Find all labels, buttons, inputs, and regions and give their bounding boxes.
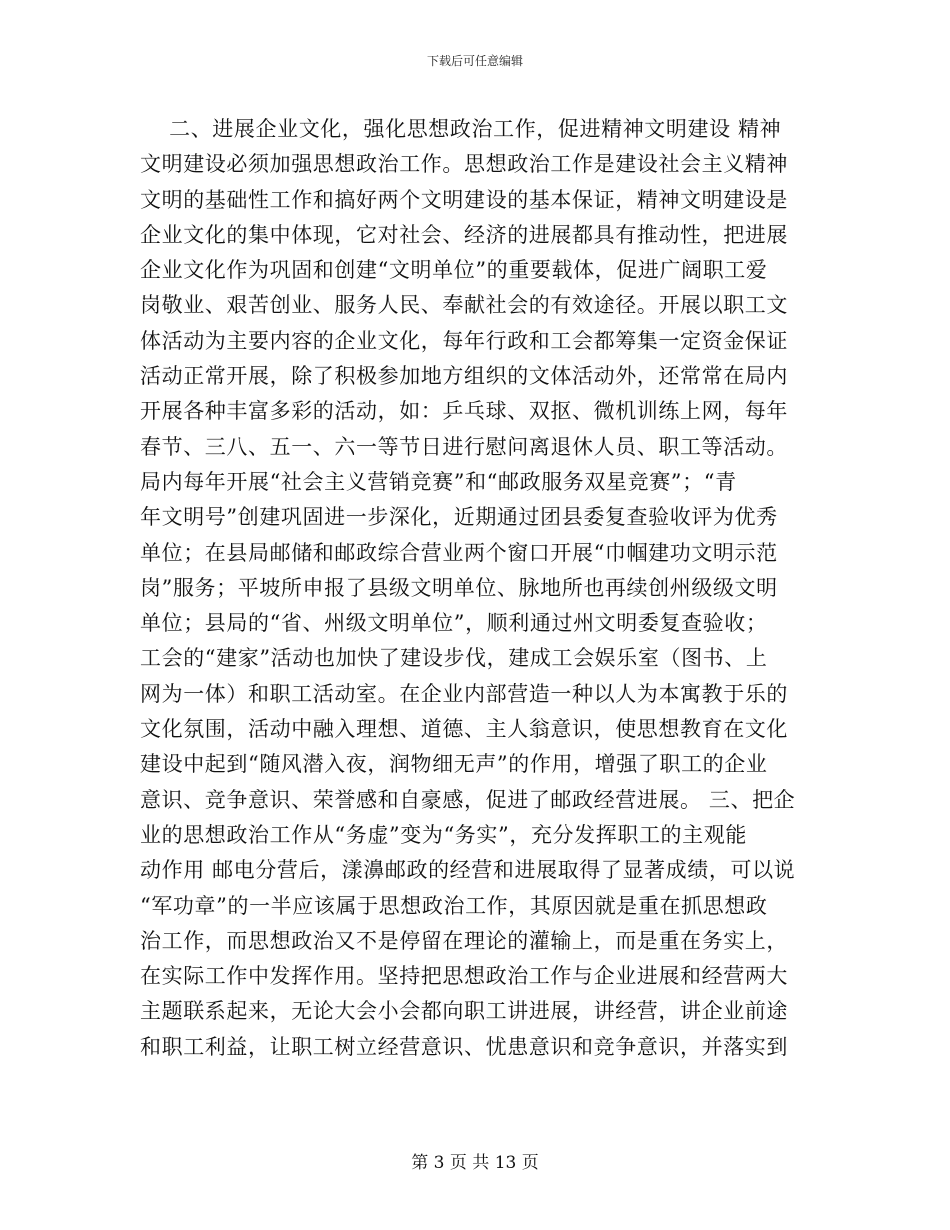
text-line: 岗敬业、艰苦创业、服务人民、奉献社会的有效途径。开展以职工文 (140, 293, 788, 318)
text-line: 在实际工作中发挥作用。坚持把思想政治工作与企业进展和经营两大 (140, 964, 788, 989)
text-line: 主题联系起来，无论大会小会都向职工讲进展，讲经营，讲企业前途 (140, 999, 788, 1024)
text-line: 文明建设必须加强思想政治工作。思想政治工作是建设社会主义精神 (140, 152, 788, 177)
text-line: 单位；县局的“省、州级文明单位”，顺利通过州文明委复查验收； (140, 611, 768, 636)
body-text (140, 112, 820, 1065)
text-line: 局内每年开展“社会主义营销竞赛”和“邮政服务双星竞赛”；“青 (140, 469, 737, 494)
text-line: 和职工利益，让职工树立经营意识、忧患意识和竞争意识，并落实到 (140, 1034, 788, 1059)
text-line: 建设中起到“随风潜入夜，润物细无声”的作用，增强了职工的企业 (140, 752, 768, 777)
page-header: 下载后可任意编辑 (426, 54, 523, 68)
text-line: 春节、三八、五一、六一等节日进行慰问离退休人员、职工等活动。 (140, 434, 788, 459)
text-line: 二、进展企业文化，强化思想政治工作，促进精神文明建设 精神 (140, 117, 782, 141)
text-line: 动作用 邮电分营后，漾濞邮政的经营和进展取得了显著成绩，可以说 (140, 858, 796, 883)
text-line: 文明的基础性工作和搞好两个文明建设的基本保证，精神文明建设是 (140, 187, 788, 212)
text-line: 文化氛围，活动中融入理想、道德、主人翁意识，使思想教育在文化 (140, 717, 788, 742)
text-line: 意识、竞争意识、荣誉感和自豪感，促进了邮政经营进展。 三、把企 (140, 787, 796, 812)
text-line: 工会的“建家”活动也加快了建设步伐，建成工会娱乐室（图书、上 (140, 646, 768, 671)
text-line: 网为一体）和职工活动室。在企业内部营造一种以人为本寓教于乐的 (140, 681, 788, 706)
page-footer: 第 3 页 共 13 页 (411, 1153, 539, 1173)
text-line: 年文明号”创建巩固进一步深化，近期通过团县委复查验收评为优秀 (140, 505, 778, 530)
text-line: “军功章”的一半应该属于思想政治工作，其原因就是重在抓思想政 (140, 893, 768, 918)
text-line: 企业文化作为巩固和创建“文明单位”的重要载体，促进广阔职工爱 (140, 258, 768, 283)
text-line: 业的思想政治工作从“务虚”变为“务实”，充分发挥职工的主观能 (140, 822, 747, 847)
text-line: 活动正常开展，除了积极参加地方组织的文体活动外，还常常在局内 (140, 364, 788, 389)
text-line: 单位；在县局邮储和邮政综合营业两个窗口开展“巾帼建功文明示范 (140, 540, 778, 565)
text-line: 岗”服务；平坡所申报了县级文明单位、脉地所也再续创州级级文明 (140, 575, 778, 600)
text-line: 开展各种丰富多彩的活动，如：乒乓球、双抠、微机训练上网，每年 (140, 399, 788, 424)
text-line: 治工作，而思想政治又不是停留在理论的灌输上，而是重在务实上， (140, 928, 788, 953)
text-line: 企业文化的集中体现，它对社会、经济的进展都具有推动性，把进展 (140, 222, 788, 247)
text-line: 体活动为主要内容的企业文化，每年行政和工会都筹集一定资金保证 (140, 328, 788, 353)
